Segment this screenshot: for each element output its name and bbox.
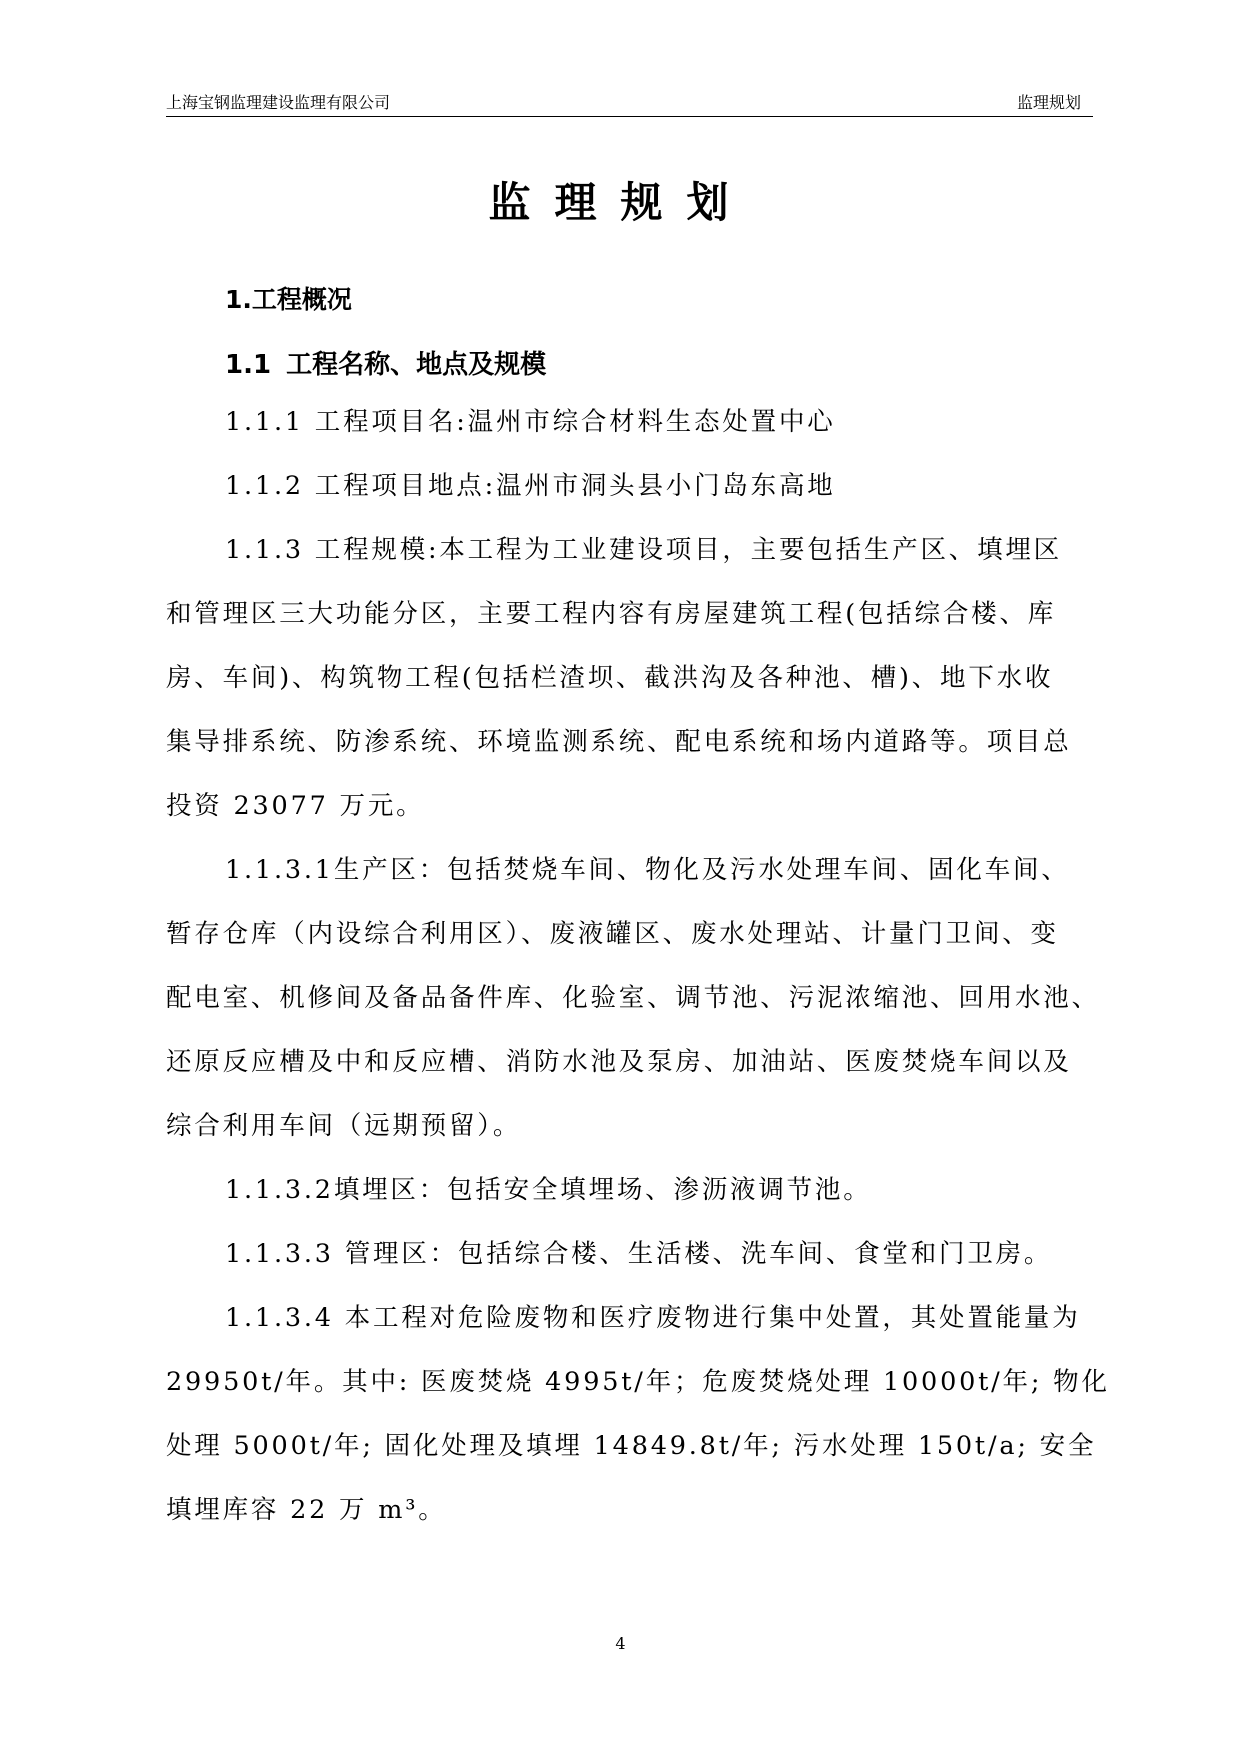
text-line: 房、车间)、构筑物工程(包括栏渣坝、截洪沟及各种池、槽)、地下水收 — [166, 663, 1054, 693]
text-line: 1.1.1 工程项目名:温州市综合材料生态处置中心 — [225, 407, 836, 437]
text-line: 1.1.2 工程项目地点:温州市洞头县小门岛东高地 — [225, 471, 836, 501]
header-doc-name: 监理规划 — [1016, 93, 1081, 112]
document-title: 监理规划 — [488, 178, 753, 227]
text-line: 1.1.3 工程规模:本工程为工业建设项目，主要包括生产区、填埋区 — [225, 535, 1062, 565]
text-line: 填埋库容 22 万 m³。 — [166, 1495, 447, 1525]
text-line: 1.1.3.2填埋区：包括安全填埋场、渗沥液调节池。 — [225, 1175, 872, 1205]
text-line: 投资 23077 万元。 — [166, 791, 425, 821]
page-number: 4 — [615, 1634, 626, 1653]
text-line: 1.1.3.1生产区：包括焚烧车间、物化及污水处理车间、固化车间、 — [225, 855, 1070, 885]
text-line: 1.1.3.3 管理区：包括综合楼、生活楼、洗车间、食堂和门卫房。 — [225, 1239, 1053, 1269]
text-line: 暂存仓库（内设综合利用区）、废液罐区、废水处理站、计量门卫间、变 — [166, 919, 1059, 949]
text-line: 处理 5000t/年; 固化处理及填埋 14849.8t/年; 污水处理 150t/a; 安全 — [166, 1431, 1097, 1461]
text-line: 配电室、机修间及备品备件库、化验室、调节池、污泥浓缩池、回用水池、 — [166, 983, 1100, 1013]
text-line: 集导排系统、防渗系统、环境监测系统、配电系统和场内道路等。项目总 — [166, 727, 1072, 757]
page-header — [166, 86, 1093, 117]
text-line: 1.1.3.4 本工程对危险废物和医疗废物进行集中处置，其处置能量为 — [225, 1303, 1081, 1333]
header-company: 上海宝钢监理建设监理有限公司 — [166, 93, 391, 112]
section-heading-1: 1.工程概况 — [225, 285, 352, 314]
section-heading-1-1: 1.1 工程名称、地点及规模 — [225, 350, 547, 380]
text-line: 29950t/年。其中: 医废焚烧 4995t/年；危废焚烧处理 10000t/年; 物化 — [166, 1367, 1110, 1397]
text-line: 还原反应槽及中和反应槽、消防水池及泵房、加油站、医废焚烧车间以及 — [166, 1047, 1072, 1077]
text-line: 综合利用车间（远期预留）。 — [166, 1111, 522, 1141]
text-line: 和管理区三大功能分区，主要工程内容有房屋建筑工程(包括综合楼、库 — [166, 599, 1057, 629]
